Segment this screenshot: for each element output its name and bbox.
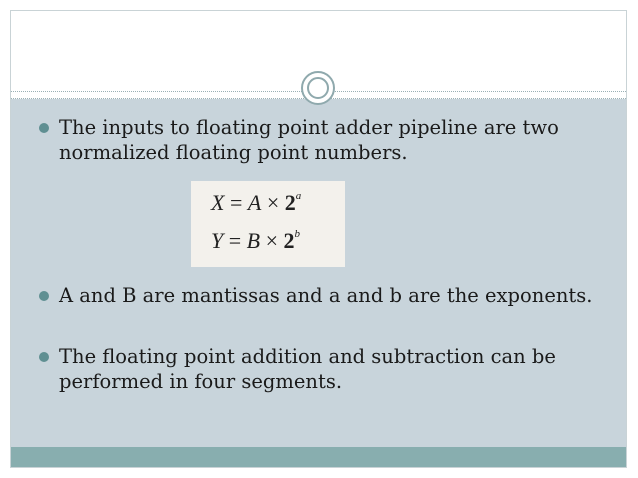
equation-exponent: b	[294, 228, 301, 240]
bullet-text: A and B are mantissas and a and b are the exponents.	[59, 284, 593, 307]
circle-ornament-icon	[301, 71, 335, 105]
equation-mantissa: A	[247, 190, 262, 215]
slide	[10, 10, 627, 468]
equation-equals: =	[229, 190, 243, 215]
equation-image	[191, 181, 345, 267]
slide-footer-band	[11, 447, 626, 468]
bullet-item	[35, 283, 595, 308]
bullet-item	[35, 344, 595, 394]
equation-base: 2	[283, 228, 295, 253]
bullet-dot-icon	[39, 123, 49, 133]
bullet-text: The floating point addition and subtraction can be performed in four segments.	[59, 345, 556, 393]
equation-times: ×	[265, 228, 279, 253]
bullet-dot-icon	[39, 352, 49, 362]
equation-lhs: X	[211, 190, 225, 215]
bullet-item	[35, 115, 595, 165]
equation-mantissa: B	[246, 228, 261, 253]
equation-exponent: a	[295, 190, 302, 202]
equation-base: 2	[284, 190, 296, 215]
equation-equals: =	[228, 228, 242, 253]
bullet-dot-icon	[39, 291, 49, 301]
equation-line	[211, 228, 300, 254]
equation-times: ×	[266, 190, 280, 215]
bullet-text: The inputs to floating point adder pipeline are two normalized floating point numbers.	[59, 116, 559, 164]
circle-ornament-inner	[307, 77, 329, 99]
equation-line	[211, 190, 301, 216]
equation-lhs: Y	[211, 228, 224, 253]
